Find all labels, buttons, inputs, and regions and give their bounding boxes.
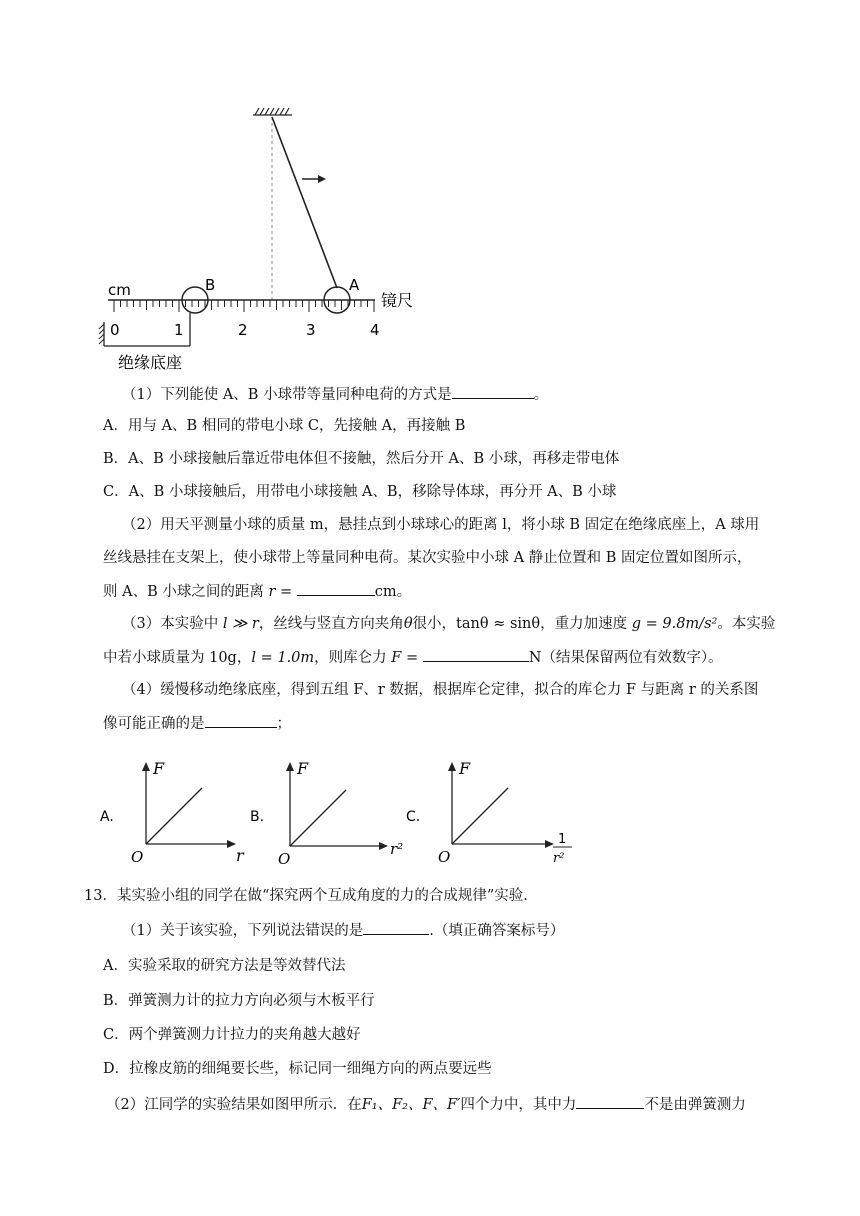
graph-c-label: C. [406,809,421,825]
q12-part3-text-g: N（结果保留两位有效数字）。 [528,650,723,666]
q12-part3-text-f: ，则库仑力 [314,650,392,666]
theta: θ [403,616,413,632]
tick-label-1: 1 [174,321,184,339]
q13-part1-suffix: .（填正确答案标号） [429,923,565,939]
graph-c-x-numerator: 1 [558,832,567,847]
q12-part2-line1: （2）用天平测量小球的质量 m，悬挂点到小球球心的距离 l，将小球 B 固定在绝缘底座上，A 球用 [122,517,760,533]
tick-label-2: 2 [238,321,248,339]
q12-option-b: B．A、B 小球接触后靠近带电体但不接触，然后分开 A、B 小球，再移走带电体 [103,451,620,467]
graph-c-origin: O [438,848,451,866]
graph-a-label: A. [100,809,114,825]
q13-part2-text-c: 不是由弹簧测力 [644,1097,746,1113]
q13-part2-blank[interactable] [576,1094,644,1109]
graph-c [406,759,572,866]
tick-label-0: 0 [110,321,120,339]
q12-part3-text-c: 很小，tanθ ≈ sinθ，重力加速度 [412,616,632,632]
ruler-name-label: 镜尺 [381,291,414,310]
q12-part4-blank[interactable] [205,713,277,728]
force-var: F = [391,650,423,666]
q13-part2-text-a: （2）江同学的实验结果如图甲所示．在 [106,1097,362,1113]
q12-option-a: A．用与 A、B 相同的带电小球 C，先接触 A，再接触 B [103,418,466,434]
tick-label-4: 4 [370,321,380,339]
ceiling-support [253,108,292,115]
ball-a-label: A [349,276,360,294]
q12-part3-line1 [122,614,775,634]
graph-c-x-denominator: r² [553,851,565,866]
q13-option-d: D．拉橡皮筋的细绳要长些，标记同一细绳方向的两点要远些 [103,1061,492,1077]
q12-part3-text-d: 。本实验 [717,616,776,632]
ruler-ticks [114,300,374,312]
q12-part2-line3-text: 则 A、B 小球之间的距离 [103,584,269,600]
q12-part2-unit: cm。 [374,584,412,600]
equals-sign: = [275,584,297,600]
q12-part2-line3 [103,581,411,602]
graph-b-line [290,790,346,846]
q12-part2-blank[interactable] [297,581,375,596]
q12-option-c: C．A、B 小球接触后，用带电小球接触 A、B，移除导体球，再分开 A、B 小球 [103,484,617,500]
graph-a-x-label: r [236,846,244,865]
graph-c-y-label: F [459,759,471,778]
q13-forces: F₁、F₂、F、F′ [361,1097,461,1113]
q13-option-b: B．弹簧测力计的拉力方向必须与木板平行 [103,993,375,1009]
graph-a [100,759,245,866]
graph-b [250,759,403,868]
ball-b-label: B [205,276,216,294]
q13-part1-text: （1）关于该实验，下列说法错误的是 [122,923,364,939]
q12-part1-suffix: 。 [533,387,549,403]
q13-stem: 13．某实验小组的同学在做“探究两个互成角度的力的合成规律”实验. [84,888,528,904]
q13-part1 [122,920,564,941]
q12-part3-text-e: 中若小球质量为 10g， [103,650,252,666]
q12-part3-blank[interactable] [423,647,529,662]
q12-part4-suffix: ； [276,716,291,732]
q12-part3-text-b: ，丝线与竖直方向夹角 [258,616,404,632]
base-hatch [99,324,104,344]
graphs-figure [0,750,860,880]
q13-option-a: A．实验采取的研究方法是等效替代法 [103,958,346,974]
apparatus-figure [0,0,860,380]
q12-part4-line2 [103,713,291,734]
graph-c-line [452,788,508,844]
motion-arrow [302,175,326,183]
graph-a-line [146,788,202,844]
q12-part4-line1: （4）缓慢移动绝缘底座，得到五组 F、r 数据，根据库仑定律，拟合的库仑力 F 与距离 r 的关系图 [122,682,759,698]
q13-part2-text-b: 四个力中，其中力 [460,1097,577,1113]
graph-a-y-label: F [153,759,165,778]
q12-part1 [122,384,548,405]
q12-part1-text: （1）下列能使 A、B 小球带等量同种电荷的方式是 [122,387,452,403]
gravity-value: g = 9.8m/s² [631,616,718,632]
q12-part3-text-a: （3）本实验中 [122,616,223,632]
l-gg-r: l ≫ r [222,616,259,632]
graph-a-origin: O [131,848,144,866]
q12-part1-blank[interactable] [452,384,534,399]
q13-part2 [106,1094,746,1115]
graph-b-origin: O [278,850,291,868]
distance-var: r [268,584,276,600]
unit-label: cm [108,281,131,299]
thread [272,117,337,288]
q12-part3-line2 [103,647,723,668]
q12-part4-text: 像可能正确的是 [103,716,205,732]
graph-b-y-label: F [297,759,309,778]
q12-part2-line2: 丝线悬挂在支架上，使小球带上等量同种电荷。某次实验中小球 A 静止位置和 B 固定位置如图所示， [103,550,752,566]
length-value: l = 1.0m [251,650,315,666]
q13-part1-blank[interactable] [363,920,429,935]
base-label: 绝缘底座 [118,353,183,372]
graph-b-label: B. [250,809,265,825]
graph-b-x-label: r² [390,840,404,858]
tick-label-3: 3 [306,321,316,339]
q13-option-c: C．两个弹簧测力计拉力的夹角越大越好 [103,1027,361,1043]
